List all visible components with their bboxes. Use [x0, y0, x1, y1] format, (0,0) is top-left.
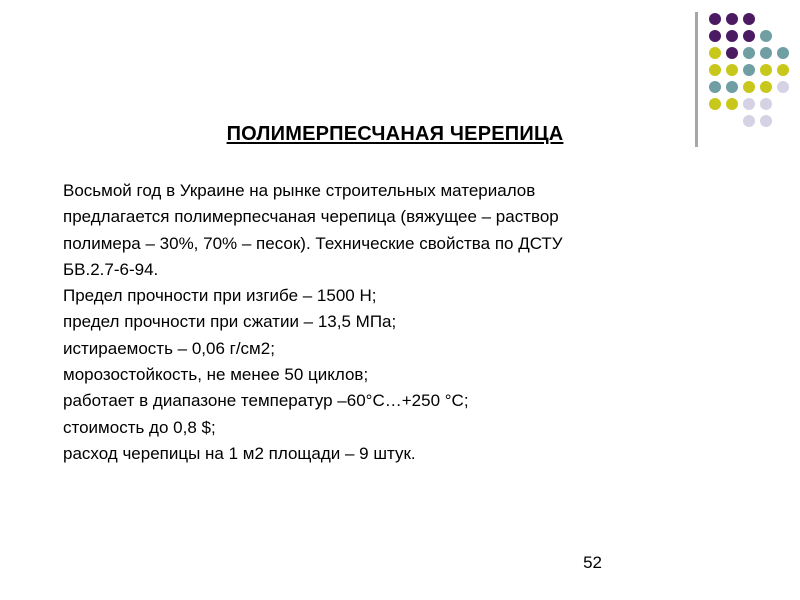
- dot: [777, 81, 789, 93]
- body-line: истираемость – 0,06 г/см2;: [63, 338, 275, 358]
- dot: [709, 81, 721, 93]
- dot: [760, 81, 772, 93]
- dot: [743, 30, 755, 42]
- body-line: предел прочности при сжатии – 13,5 МПа;: [63, 312, 397, 332]
- dot: [726, 47, 738, 59]
- body-line: работает в диапазоне температур –60°С…+250 °С;: [63, 391, 469, 411]
- body-line: Предел прочности при изгибе – 1500 Н;: [63, 286, 377, 306]
- dot: [760, 30, 772, 42]
- dot: [777, 64, 789, 76]
- body-line: стоимость до 0,8 $;: [63, 417, 216, 437]
- dot: [777, 47, 789, 59]
- vertical-divider: [695, 12, 698, 147]
- body-line: полимера – 30%, 70% – песок). Технические свойства по ДСТУ: [63, 233, 563, 253]
- dot: [726, 98, 738, 110]
- dot: [709, 64, 721, 76]
- body-line: БВ.2.7-6-94.: [63, 259, 159, 279]
- slide-title: ПОЛИМЕРПЕСЧАНАЯ ЧЕРЕПИЦА: [226, 123, 564, 145]
- dot: [760, 98, 772, 110]
- dot: [743, 81, 755, 93]
- dot: [760, 64, 772, 76]
- dot: [743, 13, 755, 25]
- page-number: 52: [583, 553, 602, 572]
- dot: [709, 47, 721, 59]
- dot: [726, 64, 738, 76]
- body-line: предлагается полимерпесчаная черепица (вяжущее – раствор: [63, 207, 559, 227]
- body-line: расход черепицы на 1 м2 площади – 9 штук.: [63, 443, 416, 463]
- dot: [709, 98, 721, 110]
- dot: [726, 30, 738, 42]
- body-line: морозостойкость, не менее 50 циклов;: [63, 365, 369, 385]
- dot: [726, 81, 738, 93]
- dot: [709, 30, 721, 42]
- dot: [743, 98, 755, 110]
- dot: [760, 47, 772, 59]
- dot: [726, 13, 738, 25]
- body-line: Восьмой год в Украине на рынке строительных материалов: [63, 181, 536, 200]
- dot: [743, 115, 755, 127]
- dot: [760, 115, 772, 127]
- slide-body: [63, 178, 743, 467]
- dot: [743, 64, 755, 76]
- dot: [709, 13, 721, 25]
- dot: [743, 47, 755, 59]
